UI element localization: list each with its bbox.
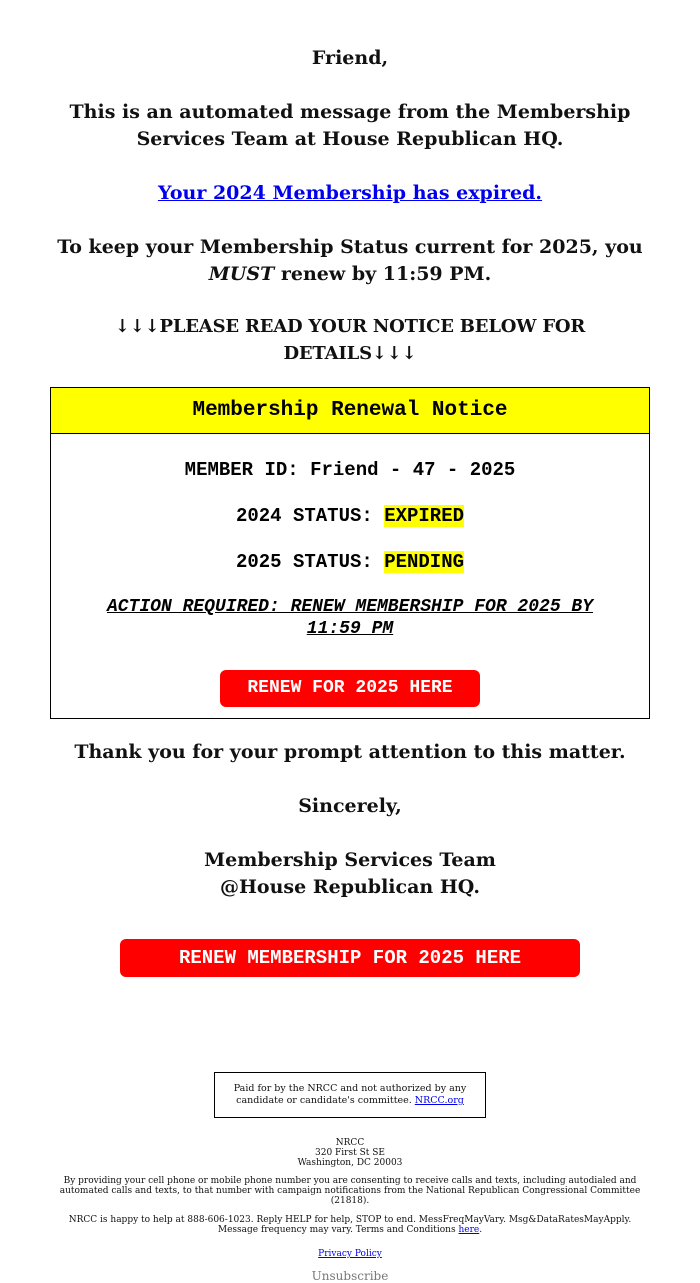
address-city: Washington, DC 20003 <box>297 1158 403 1168</box>
sms-consent: By providing your cell phone or mobile phone number you are consenting to receive calls and texts, including autodialed and automated calls and texts, to that number with campaign notifications from the National Republican Congressional Committee (21818). <box>59 1176 641 1206</box>
signature-line-2: @House Republican HQ. <box>219 876 481 898</box>
member-id: MEMBER ID: Friend - 47 - 2025 <box>184 459 516 481</box>
notice-title: Membership Renewal Notice <box>51 388 649 434</box>
nrcc-link[interactable]: NRCC.org <box>414 1095 464 1106</box>
action-required: ACTION REQUIRED: RENEW MEMBERSHIP FOR 2025 BY 11:59 PM <box>106 597 594 639</box>
greeting: Friend, <box>311 47 389 69</box>
email-body <box>50 0 650 977</box>
status-2024-badge: EXPIRED <box>384 505 465 527</box>
status-2025-badge: PENDING <box>384 551 465 573</box>
footer <box>48 1072 652 1283</box>
signature-line-1: Membership Services Team <box>204 849 496 871</box>
status-2024 <box>51 504 649 528</box>
help-text-body: NRCC is happy to help at 888-606-1023. Reply HELP for help, STOP to end. MessFreqMayVary. Msg&DataRatesMayApply. Message frequency may vary. Terms and Conditions <box>68 1215 632 1235</box>
expired-membership-link[interactable]: Your 2024 Membership has expired. <box>157 182 543 204</box>
keep-text-emphasis: MUST <box>208 263 275 285</box>
status-2025 <box>51 550 649 574</box>
address-street: 320 First St SE <box>315 1148 385 1158</box>
renew-membership-button[interactable]: RENEW MEMBERSHIP FOR 2025 HERE <box>120 939 580 977</box>
help-text-end: . <box>479 1225 483 1235</box>
intro-text: This is an automated message from the Membership Services Team at House Republican HQ. <box>69 101 631 150</box>
address-org: NRCC <box>335 1138 365 1148</box>
keep-text-after: renew by 11:59 PM. <box>274 263 492 285</box>
status-2024-label: 2024 STATUS: <box>235 505 385 527</box>
keep-text-before: To keep your Membership Status current for 2025, you <box>57 236 643 258</box>
please-read-notice: ↓↓↓PLEASE READ YOUR NOTICE BELOW FOR DETAILS↓↓↓ <box>114 316 586 364</box>
status-2025-label: 2025 STATUS: <box>235 551 385 573</box>
paid-for-text: Paid for by the NRCC and not authorized by any candidate or candidate's committee. <box>233 1083 467 1106</box>
privacy-policy-link[interactable]: Privacy Policy <box>318 1249 382 1259</box>
keep-status-text <box>50 234 650 288</box>
help-text <box>48 1215 652 1235</box>
renewal-notice-box <box>50 387 650 719</box>
paid-for-disclaimer <box>214 1072 486 1118</box>
thanks-text: Thank you for your prompt attention to this matter. <box>74 741 626 763</box>
renew-2025-button[interactable]: RENEW FOR 2025 HERE <box>220 670 480 707</box>
sincerely-text: Sincerely, <box>298 795 402 817</box>
terms-link[interactable]: here <box>458 1225 480 1235</box>
privacy-wrap <box>48 1249 652 1259</box>
notice-body <box>51 434 649 718</box>
unsubscribe-link[interactable]: Unsubscribe <box>311 1269 389 1283</box>
